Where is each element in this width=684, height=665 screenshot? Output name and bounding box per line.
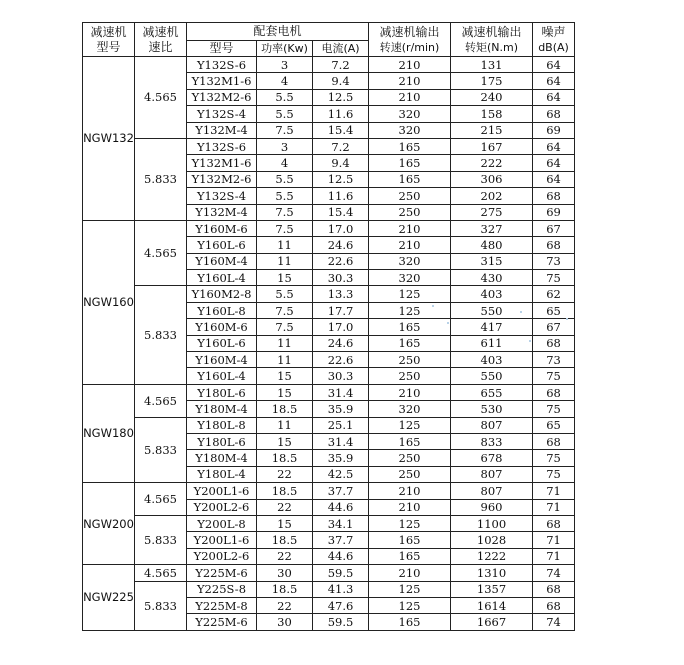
torque-cell: 430 bbox=[451, 270, 533, 286]
noise-cell: 64 bbox=[533, 138, 575, 154]
speed-cell: 210 bbox=[369, 483, 451, 499]
noise-cell: 68 bbox=[533, 597, 575, 613]
header-noise: 噪声 dB(A) bbox=[533, 23, 575, 57]
ratio-cell: 5.833 bbox=[135, 138, 187, 220]
motor-type-cell: Y225M-8 bbox=[187, 597, 257, 613]
noise-cell: 75 bbox=[533, 466, 575, 482]
table-row bbox=[83, 565, 575, 581]
speed-cell: 210 bbox=[369, 89, 451, 105]
power-cell: 5.5 bbox=[257, 188, 313, 204]
noise-cell: 64 bbox=[533, 57, 575, 73]
current-cell: 17.0 bbox=[313, 220, 369, 236]
current-cell: 41.3 bbox=[313, 581, 369, 597]
speed-cell: 210 bbox=[369, 220, 451, 236]
motor-type-cell: Y132M1-6 bbox=[187, 155, 257, 171]
noise-cell: 75 bbox=[533, 401, 575, 417]
ratio-cell: 4.565 bbox=[135, 384, 187, 417]
motor-type-cell: Y132S-6 bbox=[187, 57, 257, 73]
current-cell: 17.7 bbox=[313, 302, 369, 318]
current-cell: 17.0 bbox=[313, 319, 369, 335]
torque-cell: 550 bbox=[451, 368, 533, 384]
speed-cell: 210 bbox=[369, 499, 451, 515]
current-cell: 24.6 bbox=[313, 237, 369, 253]
current-cell: 31.4 bbox=[313, 433, 369, 449]
current-cell: 30.3 bbox=[313, 270, 369, 286]
current-cell: 44.6 bbox=[313, 499, 369, 515]
speed-cell: 165 bbox=[369, 335, 451, 351]
table-body bbox=[83, 57, 575, 631]
noise-cell: 68 bbox=[533, 384, 575, 400]
power-cell: 30 bbox=[257, 614, 313, 630]
power-cell: 22 bbox=[257, 548, 313, 564]
power-cell: 7.5 bbox=[257, 302, 313, 318]
motor-type-cell: Y180M-4 bbox=[187, 450, 257, 466]
current-cell: 47.6 bbox=[313, 597, 369, 613]
speed-cell: 250 bbox=[369, 188, 451, 204]
torque-cell: 306 bbox=[451, 171, 533, 187]
reducer-spec-table bbox=[82, 22, 575, 631]
noise-cell: 64 bbox=[533, 89, 575, 105]
current-cell: 42.5 bbox=[313, 466, 369, 482]
torque-cell: 417 bbox=[451, 319, 533, 335]
model-cell: NGW160 bbox=[83, 220, 135, 384]
current-cell: 9.4 bbox=[313, 73, 369, 89]
torque-cell: 315 bbox=[451, 253, 533, 269]
ratio-cell: 4.565 bbox=[135, 565, 187, 581]
motor-type-cell: Y225M-6 bbox=[187, 614, 257, 630]
speed-cell: 165 bbox=[369, 319, 451, 335]
torque-cell: 158 bbox=[451, 106, 533, 122]
speed-cell: 320 bbox=[369, 122, 451, 138]
torque-cell: 550 bbox=[451, 302, 533, 318]
power-cell: 18.5 bbox=[257, 532, 313, 548]
torque-cell: 275 bbox=[451, 204, 533, 220]
motor-type-cell: Y160M2-8 bbox=[187, 286, 257, 302]
motor-type-cell: Y200L2-6 bbox=[187, 499, 257, 515]
table-header bbox=[83, 23, 575, 57]
motor-type-cell: Y160L-6 bbox=[187, 335, 257, 351]
motor-type-cell: Y132M1-6 bbox=[187, 73, 257, 89]
torque-cell: 1028 bbox=[451, 532, 533, 548]
header-power: 功率(Kw) bbox=[257, 41, 313, 57]
torque-cell: 222 bbox=[451, 155, 533, 171]
noise-cell: 67 bbox=[533, 220, 575, 236]
speed-cell: 320 bbox=[369, 253, 451, 269]
noise-cell: 68 bbox=[533, 335, 575, 351]
speed-cell: 165 bbox=[369, 138, 451, 154]
speed-cell: 210 bbox=[369, 237, 451, 253]
motor-type-cell: Y132M-4 bbox=[187, 122, 257, 138]
noise-cell: 75 bbox=[533, 368, 575, 384]
motor-type-cell: Y132S-4 bbox=[187, 106, 257, 122]
current-cell: 25.1 bbox=[313, 417, 369, 433]
power-cell: 11 bbox=[257, 352, 313, 368]
motor-type-cell: Y132M2-6 bbox=[187, 171, 257, 187]
speed-cell: 250 bbox=[369, 352, 451, 368]
noise-cell: 71 bbox=[533, 548, 575, 564]
current-cell: 22.6 bbox=[313, 352, 369, 368]
table-row bbox=[83, 515, 575, 531]
power-cell: 15 bbox=[257, 384, 313, 400]
speed-cell: 165 bbox=[369, 433, 451, 449]
header-motor-type: 型号 bbox=[187, 41, 257, 57]
power-cell: 4 bbox=[257, 155, 313, 171]
noise-cell: 64 bbox=[533, 155, 575, 171]
power-cell: 11 bbox=[257, 237, 313, 253]
torque-cell: 1310 bbox=[451, 565, 533, 581]
torque-cell: 833 bbox=[451, 433, 533, 449]
speed-cell: 250 bbox=[369, 368, 451, 384]
power-cell: 22 bbox=[257, 466, 313, 482]
power-cell: 15 bbox=[257, 433, 313, 449]
noise-cell: 73 bbox=[533, 253, 575, 269]
speed-cell: 250 bbox=[369, 204, 451, 220]
ratio-cell: 5.833 bbox=[135, 515, 187, 564]
power-cell: 22 bbox=[257, 499, 313, 515]
current-cell: 37.7 bbox=[313, 483, 369, 499]
torque-cell: 480 bbox=[451, 237, 533, 253]
power-cell: 3 bbox=[257, 138, 313, 154]
torque-cell: 167 bbox=[451, 138, 533, 154]
motor-type-cell: Y132S-6 bbox=[187, 138, 257, 154]
speed-cell: 210 bbox=[369, 73, 451, 89]
motor-type-cell: Y200L1-6 bbox=[187, 532, 257, 548]
header-current: 电流(A) bbox=[313, 41, 369, 57]
motor-type-cell: Y225M-6 bbox=[187, 565, 257, 581]
motor-type-cell: Y225S-8 bbox=[187, 581, 257, 597]
table-row bbox=[83, 138, 575, 154]
torque-cell: 327 bbox=[451, 220, 533, 236]
power-cell: 18.5 bbox=[257, 401, 313, 417]
power-cell: 15 bbox=[257, 368, 313, 384]
model-cell: NGW180 bbox=[83, 384, 135, 482]
power-cell: 15 bbox=[257, 515, 313, 531]
current-cell: 7.2 bbox=[313, 57, 369, 73]
torque-cell: 202 bbox=[451, 188, 533, 204]
noise-cell: 68 bbox=[533, 188, 575, 204]
torque-cell: 1100 bbox=[451, 515, 533, 531]
motor-type-cell: Y160M-6 bbox=[187, 220, 257, 236]
current-cell: 31.4 bbox=[313, 384, 369, 400]
torque-cell: 807 bbox=[451, 483, 533, 499]
motor-type-cell: Y160L-8 bbox=[187, 302, 257, 318]
noise-cell: 69 bbox=[533, 122, 575, 138]
motor-type-cell: Y180L-6 bbox=[187, 384, 257, 400]
current-cell: 13.3 bbox=[313, 286, 369, 302]
motor-type-cell: Y180L-4 bbox=[187, 466, 257, 482]
speed-cell: 250 bbox=[369, 450, 451, 466]
torque-cell: 1222 bbox=[451, 548, 533, 564]
noise-cell: 71 bbox=[533, 532, 575, 548]
speed-cell: 210 bbox=[369, 57, 451, 73]
speed-cell: 125 bbox=[369, 417, 451, 433]
power-cell: 4 bbox=[257, 73, 313, 89]
current-cell: 22.6 bbox=[313, 253, 369, 269]
current-cell: 44.6 bbox=[313, 548, 369, 564]
speed-cell: 210 bbox=[369, 565, 451, 581]
noise-cell: 74 bbox=[533, 614, 575, 630]
power-cell: 18.5 bbox=[257, 581, 313, 597]
speed-cell: 125 bbox=[369, 302, 451, 318]
speed-cell: 165 bbox=[369, 532, 451, 548]
current-cell: 11.6 bbox=[313, 188, 369, 204]
ratio-cell: 5.833 bbox=[135, 581, 187, 630]
speed-cell: 320 bbox=[369, 106, 451, 122]
power-cell: 5.5 bbox=[257, 286, 313, 302]
ratio-cell: 5.833 bbox=[135, 417, 187, 483]
power-cell: 7.5 bbox=[257, 220, 313, 236]
current-cell: 12.5 bbox=[313, 171, 369, 187]
noise-cell: 71 bbox=[533, 483, 575, 499]
noise-cell: 65 bbox=[533, 417, 575, 433]
torque-cell: 403 bbox=[451, 352, 533, 368]
current-cell: 12.5 bbox=[313, 89, 369, 105]
noise-cell: 64 bbox=[533, 171, 575, 187]
torque-cell: 215 bbox=[451, 122, 533, 138]
current-cell: 11.6 bbox=[313, 106, 369, 122]
noise-cell: 69 bbox=[533, 204, 575, 220]
torque-cell: 807 bbox=[451, 466, 533, 482]
motor-type-cell: Y160M-4 bbox=[187, 352, 257, 368]
header-ratio: 减速机 速比 bbox=[135, 23, 187, 57]
power-cell: 7.5 bbox=[257, 122, 313, 138]
noise-cell: 68 bbox=[533, 433, 575, 449]
torque-cell: 131 bbox=[451, 57, 533, 73]
motor-type-cell: Y132S-4 bbox=[187, 188, 257, 204]
motor-type-cell: Y180L-6 bbox=[187, 433, 257, 449]
speed-cell: 125 bbox=[369, 286, 451, 302]
power-cell: 7.5 bbox=[257, 319, 313, 335]
table-row bbox=[83, 417, 575, 433]
header-output-torque: 减速机输出 转矩(N.m) bbox=[451, 23, 533, 57]
torque-cell: 1667 bbox=[451, 614, 533, 630]
torque-cell: 807 bbox=[451, 417, 533, 433]
noise-cell: 68 bbox=[533, 106, 575, 122]
current-cell: 35.9 bbox=[313, 450, 369, 466]
motor-type-cell: Y160L-6 bbox=[187, 237, 257, 253]
current-cell: 15.4 bbox=[313, 122, 369, 138]
speed-cell: 320 bbox=[369, 401, 451, 417]
table-row bbox=[83, 286, 575, 302]
torque-cell: 175 bbox=[451, 73, 533, 89]
noise-cell: 73 bbox=[533, 352, 575, 368]
noise-cell: 68 bbox=[533, 237, 575, 253]
motor-type-cell: Y180L-8 bbox=[187, 417, 257, 433]
current-cell: 34.1 bbox=[313, 515, 369, 531]
motor-type-cell: Y132M2-6 bbox=[187, 89, 257, 105]
header-model: 减速机 型号 bbox=[83, 23, 135, 57]
ratio-cell: 5.833 bbox=[135, 286, 187, 384]
ratio-cell: 4.565 bbox=[135, 483, 187, 516]
speed-cell: 165 bbox=[369, 171, 451, 187]
current-cell: 59.5 bbox=[313, 565, 369, 581]
current-cell: 35.9 bbox=[313, 401, 369, 417]
ratio-cell: 4.565 bbox=[135, 220, 187, 286]
motor-type-cell: Y160M-6 bbox=[187, 319, 257, 335]
power-cell: 3 bbox=[257, 57, 313, 73]
current-cell: 37.7 bbox=[313, 532, 369, 548]
motor-type-cell: Y200L1-6 bbox=[187, 483, 257, 499]
motor-type-cell: Y160L-4 bbox=[187, 270, 257, 286]
noise-cell: 71 bbox=[533, 499, 575, 515]
table-row bbox=[83, 483, 575, 499]
power-cell: 5.5 bbox=[257, 89, 313, 105]
model-cell: NGW225 bbox=[83, 565, 135, 631]
current-cell: 30.3 bbox=[313, 368, 369, 384]
speed-cell: 320 bbox=[369, 270, 451, 286]
current-cell: 59.5 bbox=[313, 614, 369, 630]
reducer-spec-sheet bbox=[82, 22, 574, 629]
torque-cell: 530 bbox=[451, 401, 533, 417]
motor-type-cell: Y180M-4 bbox=[187, 401, 257, 417]
current-cell: 15.4 bbox=[313, 204, 369, 220]
speed-cell: 125 bbox=[369, 515, 451, 531]
speed-cell: 165 bbox=[369, 155, 451, 171]
current-cell: 7.2 bbox=[313, 138, 369, 154]
noise-cell: 75 bbox=[533, 450, 575, 466]
power-cell: 5.5 bbox=[257, 171, 313, 187]
power-cell: 18.5 bbox=[257, 483, 313, 499]
speed-cell: 125 bbox=[369, 581, 451, 597]
torque-cell: 960 bbox=[451, 499, 533, 515]
table-row bbox=[83, 220, 575, 236]
speed-cell: 165 bbox=[369, 614, 451, 630]
current-cell: 9.4 bbox=[313, 155, 369, 171]
motor-type-cell: Y160L-4 bbox=[187, 368, 257, 384]
model-cell: NGW132 bbox=[83, 57, 135, 221]
power-cell: 11 bbox=[257, 335, 313, 351]
torque-cell: 403 bbox=[451, 286, 533, 302]
table-row bbox=[83, 57, 575, 73]
power-cell: 7.5 bbox=[257, 204, 313, 220]
power-cell: 5.5 bbox=[257, 106, 313, 122]
noise-cell: 64 bbox=[533, 73, 575, 89]
ratio-cell: 4.565 bbox=[135, 57, 187, 139]
speed-cell: 250 bbox=[369, 466, 451, 482]
speed-cell: 125 bbox=[369, 597, 451, 613]
power-cell: 30 bbox=[257, 565, 313, 581]
model-cell: NGW200 bbox=[83, 483, 135, 565]
table-row bbox=[83, 581, 575, 597]
torque-cell: 240 bbox=[451, 89, 533, 105]
noise-cell: 68 bbox=[533, 515, 575, 531]
motor-type-cell: Y200L2-6 bbox=[187, 548, 257, 564]
motor-type-cell: Y132M-4 bbox=[187, 204, 257, 220]
torque-cell: 1357 bbox=[451, 581, 533, 597]
noise-cell: 68 bbox=[533, 581, 575, 597]
noise-cell: 67 bbox=[533, 319, 575, 335]
header-output-speed: 减速机输出 转速(r/min) bbox=[369, 23, 451, 57]
header-motor-group: 配套电机 bbox=[187, 23, 369, 41]
noise-cell: 65 bbox=[533, 302, 575, 318]
table-row bbox=[83, 384, 575, 400]
speed-cell: 165 bbox=[369, 548, 451, 564]
noise-cell: 62 bbox=[533, 286, 575, 302]
power-cell: 22 bbox=[257, 597, 313, 613]
noise-cell: 74 bbox=[533, 565, 575, 581]
power-cell: 11 bbox=[257, 417, 313, 433]
torque-cell: 655 bbox=[451, 384, 533, 400]
power-cell: 15 bbox=[257, 270, 313, 286]
torque-cell: 1614 bbox=[451, 597, 533, 613]
torque-cell: 611 bbox=[451, 335, 533, 351]
power-cell: 18.5 bbox=[257, 450, 313, 466]
current-cell: 24.6 bbox=[313, 335, 369, 351]
speed-cell: 210 bbox=[369, 384, 451, 400]
power-cell: 11 bbox=[257, 253, 313, 269]
motor-type-cell: Y200L-8 bbox=[187, 515, 257, 531]
torque-cell: 678 bbox=[451, 450, 533, 466]
motor-type-cell: Y160M-4 bbox=[187, 253, 257, 269]
noise-cell: 75 bbox=[533, 270, 575, 286]
